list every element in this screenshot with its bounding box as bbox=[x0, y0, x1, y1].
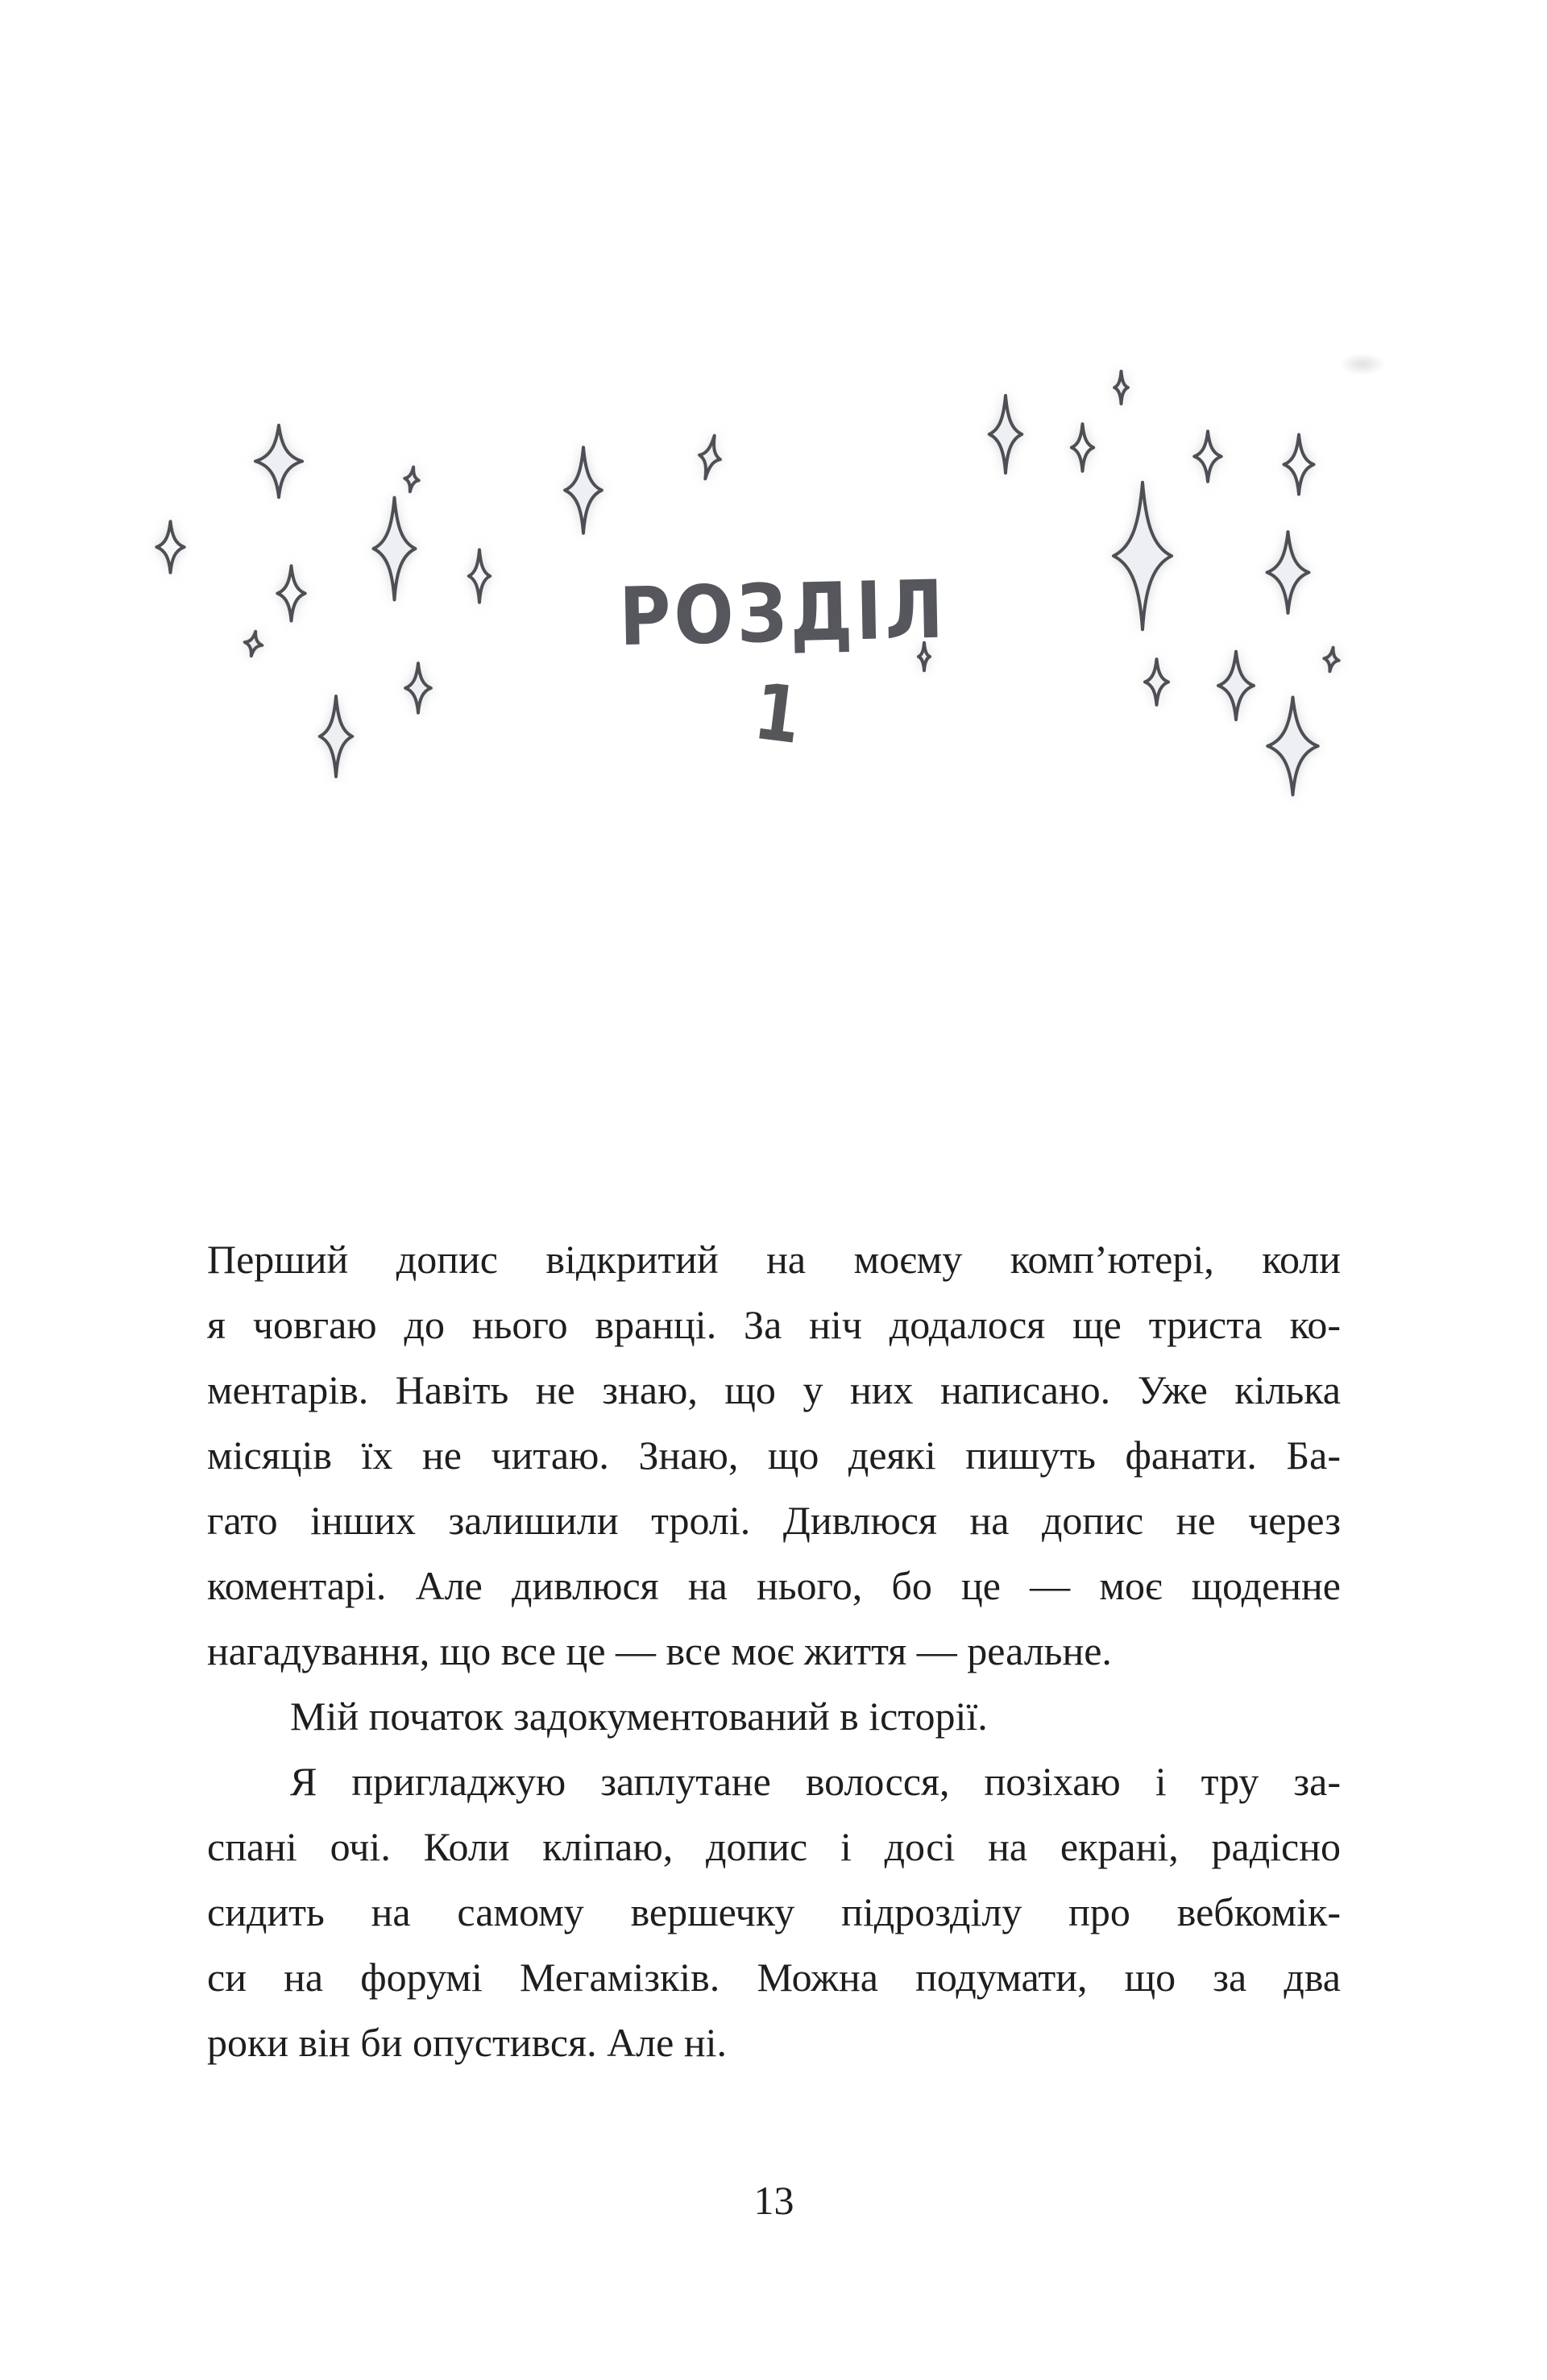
body-text bbox=[207, 1227, 1341, 2075]
sparkle-icon bbox=[402, 466, 421, 493]
sparkle-icon bbox=[1321, 646, 1342, 674]
page-number: 13 bbox=[753, 2178, 794, 2223]
sparkle-icon bbox=[1070, 423, 1095, 472]
sparkle-icon bbox=[693, 433, 726, 483]
sparkle-icon bbox=[1264, 530, 1312, 615]
sparkle-icon bbox=[1109, 479, 1176, 632]
sparkle-icon bbox=[1143, 658, 1170, 706]
scan-smudge bbox=[1339, 353, 1386, 375]
body-line: Я пригладжую заплутане волосся, позіхаю і тру за- bbox=[290, 1759, 1341, 1804]
chapter-heading-number: 1 bbox=[749, 665, 806, 762]
chapter-heading-word: РОЗДІЛ bbox=[618, 562, 948, 664]
body-line: ментарів. Навіть не знаю, що у них написано. Уже кілька bbox=[207, 1367, 1341, 1412]
body-line: Перший допис відкритий на моєму комп’ютері, коли bbox=[207, 1237, 1341, 1282]
sparkle-icon bbox=[1192, 430, 1223, 483]
body-line: коментарі. Але дивлюся на нього, бо це — моє щоденне bbox=[207, 1563, 1341, 1608]
sparkle-icon bbox=[252, 424, 305, 499]
body-line: Мій початок задокументований в історії. bbox=[290, 1694, 988, 1739]
sparkle-icon bbox=[317, 695, 355, 778]
sparkle-icon bbox=[987, 394, 1024, 475]
body-line: місяців їх не читаю. Знаю, що деякі пишуть фанати. Ба- bbox=[207, 1433, 1341, 1478]
body-line: си на форумі Мегамізків. Можна подумати, що за два bbox=[207, 1955, 1341, 2000]
sparkle-icon bbox=[371, 495, 418, 602]
body-line: спані очі. Коли кліпаю, допис і досі на екрані, радісно bbox=[207, 1824, 1341, 1869]
sparkle-icon bbox=[562, 446, 604, 535]
body-line: роки він би опустився. Але ні. bbox=[207, 2020, 727, 2065]
sparkle-icon bbox=[276, 565, 307, 622]
sparkle-icon bbox=[241, 629, 265, 658]
body-line: сидить на самому вершечку підрозділу про вебкомік- bbox=[207, 1889, 1341, 1934]
body-line: я човгаю до нього вранці. За ніч додалося ще триста ко- bbox=[207, 1302, 1341, 1347]
sparkle-icon bbox=[404, 662, 433, 714]
sparkle-icon bbox=[1114, 371, 1129, 404]
body-line: нагадування, що все це — все моє життя — реальне. bbox=[207, 1628, 1112, 1673]
sparkle-icon bbox=[1282, 433, 1316, 495]
body-line: гато інших залишили тролі. Дивлюся на допис не через bbox=[207, 1498, 1341, 1543]
sparkle-icon bbox=[467, 549, 491, 603]
sparkle-icon bbox=[1264, 695, 1321, 797]
sparkle-icon bbox=[155, 520, 186, 574]
sparkle-icon bbox=[1216, 650, 1256, 721]
